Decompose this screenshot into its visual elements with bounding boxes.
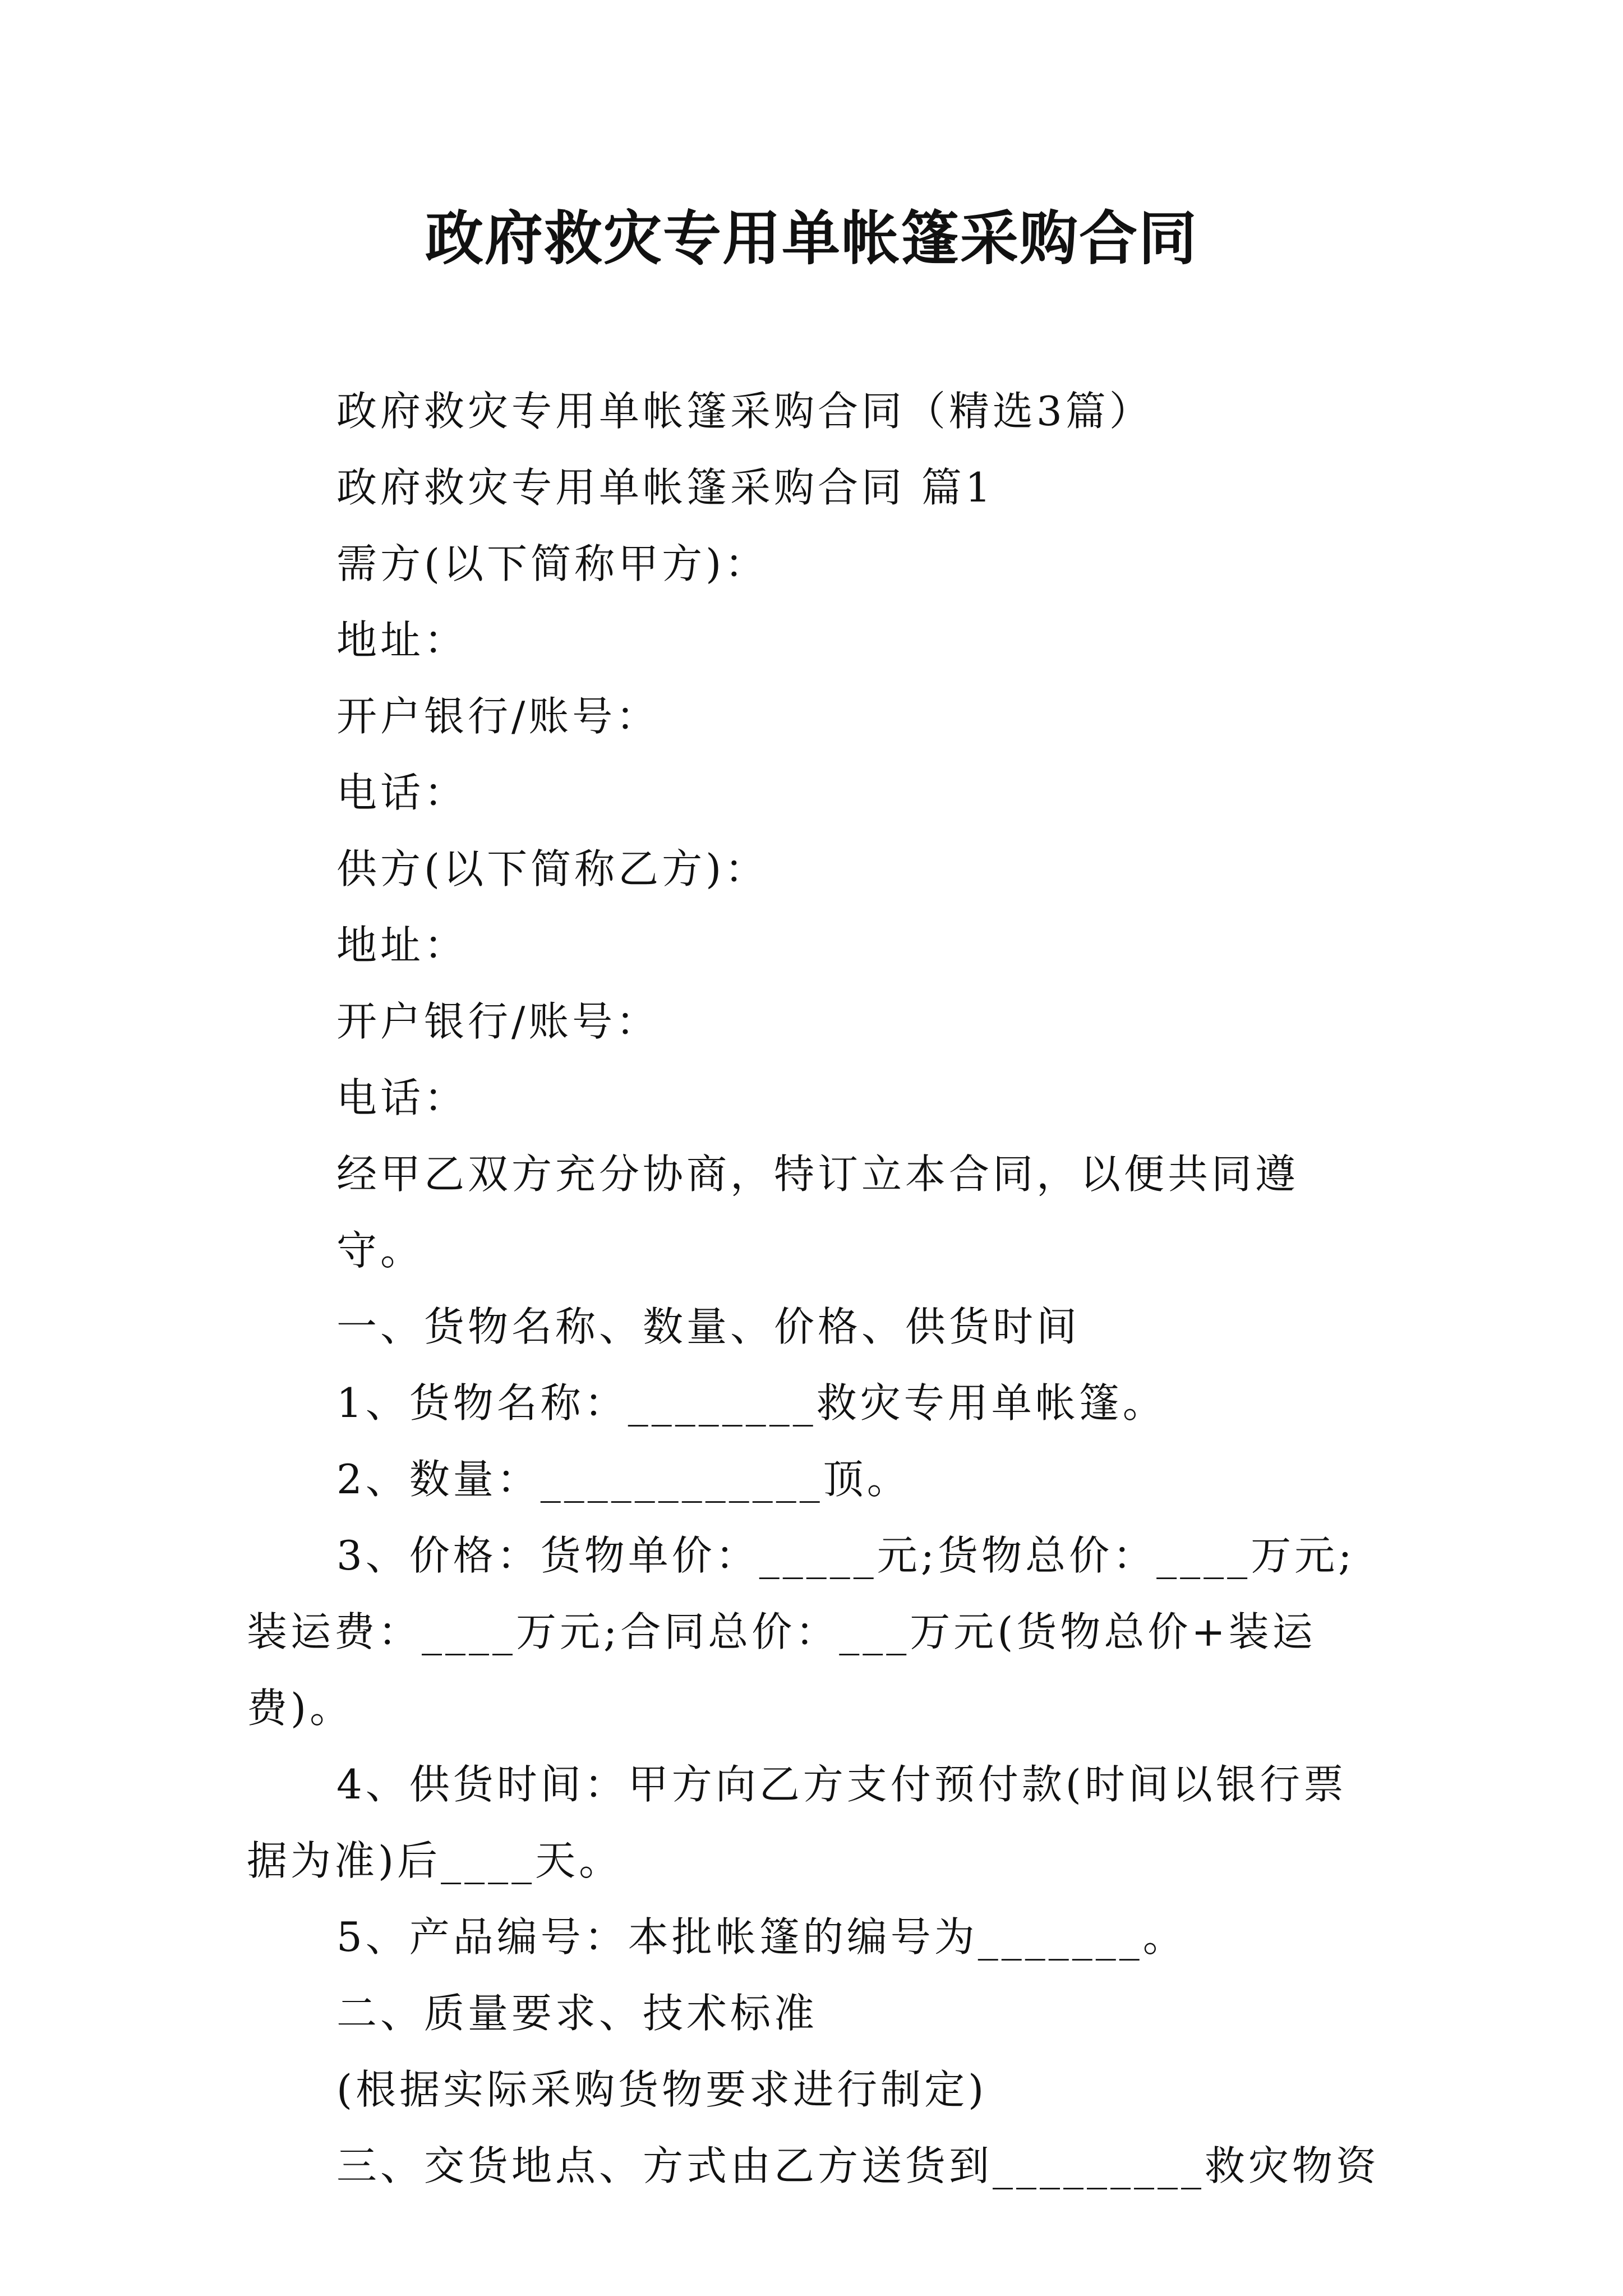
paragraph-quality-note: (根据实际采购货物要求进行制定): [336, 2066, 988, 2113]
document-title: 政府救灾专用单帐篷采购合同: [425, 204, 1198, 273]
paragraph-buyer: 需方(以下简称甲方)：: [336, 540, 769, 587]
paragraph-buyer-bank: 开户银行/账号：: [336, 693, 660, 740]
paragraph-price: 3、价格：货物单价：_____元;货物总价：____万元;装运费：____万元;合同总价：___万元(货物总价+装运费)。: [247, 1532, 1355, 1732]
paragraph-clause-2-heading: 二、质量要求、技术标准: [336, 1990, 818, 2037]
paragraph-product-number: 5、产品编号：本批帐篷的编号为_______。: [336, 1913, 1187, 1961]
paragraph-supplier: 供方(以下简称乙方)：: [336, 845, 769, 892]
paragraph-buyer-phone: 电话：: [336, 769, 468, 816]
paragraph-supplier-phone: 电话：: [336, 1074, 468, 1121]
paragraph-agreement: 经甲乙双方充分协商，特订立本合同，以便共同遵守。: [336, 1151, 1299, 1274]
paragraph-subtitle: 政府救灾专用单帐篷采购合同（精选3篇）: [336, 388, 1153, 435]
paragraph-supplier-bank: 开户银行/账号：: [336, 998, 660, 1045]
document-body: [247, 373, 1380, 2204]
paragraph-goods-name: 1、货物名称：________救灾专用单帐篷。: [336, 1379, 1166, 1427]
paragraph-delivery-time: 4、供货时间：甲方向乙方支付预付款(时间以银行票据为准)后____天。: [247, 1761, 1347, 1884]
paragraph-quantity: 2、数量：____________顶。: [336, 1456, 911, 1503]
paragraph-clause-1-heading: 一、货物名称、数量、价格、供货时间: [336, 1303, 1081, 1350]
paragraph-supplier-address: 地址：: [336, 922, 468, 969]
paragraph-buyer-address: 地址：: [336, 616, 468, 664]
paragraph-section-heading: 政府救灾专用单帐篷采购合同 篇1: [336, 464, 994, 511]
paragraph-clause-3: 三、交货地点、方式由乙方送货到_________救灾物资: [336, 2142, 1380, 2189]
